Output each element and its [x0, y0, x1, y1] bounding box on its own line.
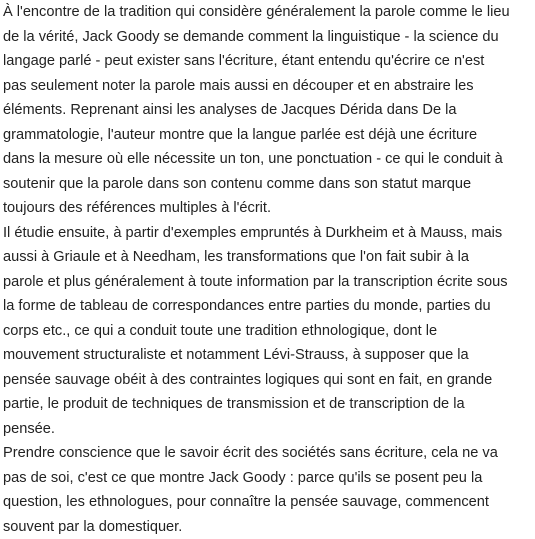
text-line: pensée. [3, 417, 533, 442]
text-line: partie, le produit de techniques de transmission et de transcription de la [3, 392, 533, 417]
text-line: dans la mesure où elle nécessite un ton, une ponctuation - ce qui le conduit à [3, 147, 533, 172]
text-line: mouvement structuraliste et notamment Lévi-Strauss, à supposer que la [3, 343, 533, 368]
text-line: parole et plus généralement à toute information par la transcription écrite sous [3, 270, 533, 295]
text-line: de la vérité, Jack Goody se demande comment la linguistique - la science du [3, 25, 533, 50]
text-line: toujours des références multiples à l'écrit. [3, 196, 533, 221]
text-line: souvent par la domestiquer. [3, 515, 533, 539]
text-line: À l'encontre de la tradition qui considère généralement la parole comme le lieu [3, 0, 533, 25]
text-line: pas de soi, c'est ce que montre Jack Goody : parce qu'ils se posent peu la [3, 466, 533, 491]
text-line: corps etc., ce qui a conduit toute une tradition ethnologique, dont le [3, 319, 533, 344]
document-text [3, 0, 533, 539]
text-line: soutenir que la parole dans son contenu comme dans son statut marque [3, 172, 533, 197]
text-line: langage parlé - peut exister sans l'écriture, étant entendu qu'écrire ce n'est [3, 49, 533, 74]
text-line: éléments. Reprenant ainsi les analyses de Jacques Dérida dans De la [3, 98, 533, 123]
text-line: pas seulement noter la parole mais aussi en découper et en abstraire les [3, 74, 533, 99]
text-line: aussi à Griaule et à Needham, les transformations que l'on fait subir à la [3, 245, 533, 270]
text-line: Il étudie ensuite, à partir d'exemples empruntés à Durkheim et à Mauss, mais [3, 221, 533, 246]
text-line: Prendre conscience que le savoir écrit des sociétés sans écriture, cela ne va [3, 441, 533, 466]
text-line: question, les ethnologues, pour connaître la pensée sauvage, commencent [3, 490, 533, 515]
text-line: grammatologie, l'auteur montre que la langue parlée est déjà une écriture [3, 123, 533, 148]
text-line: la forme de tableau de correspondances entre parties du monde, parties du [3, 294, 533, 319]
text-line: pensée sauvage obéit à des contraintes logiques qui sont en fait, en grande [3, 368, 533, 393]
